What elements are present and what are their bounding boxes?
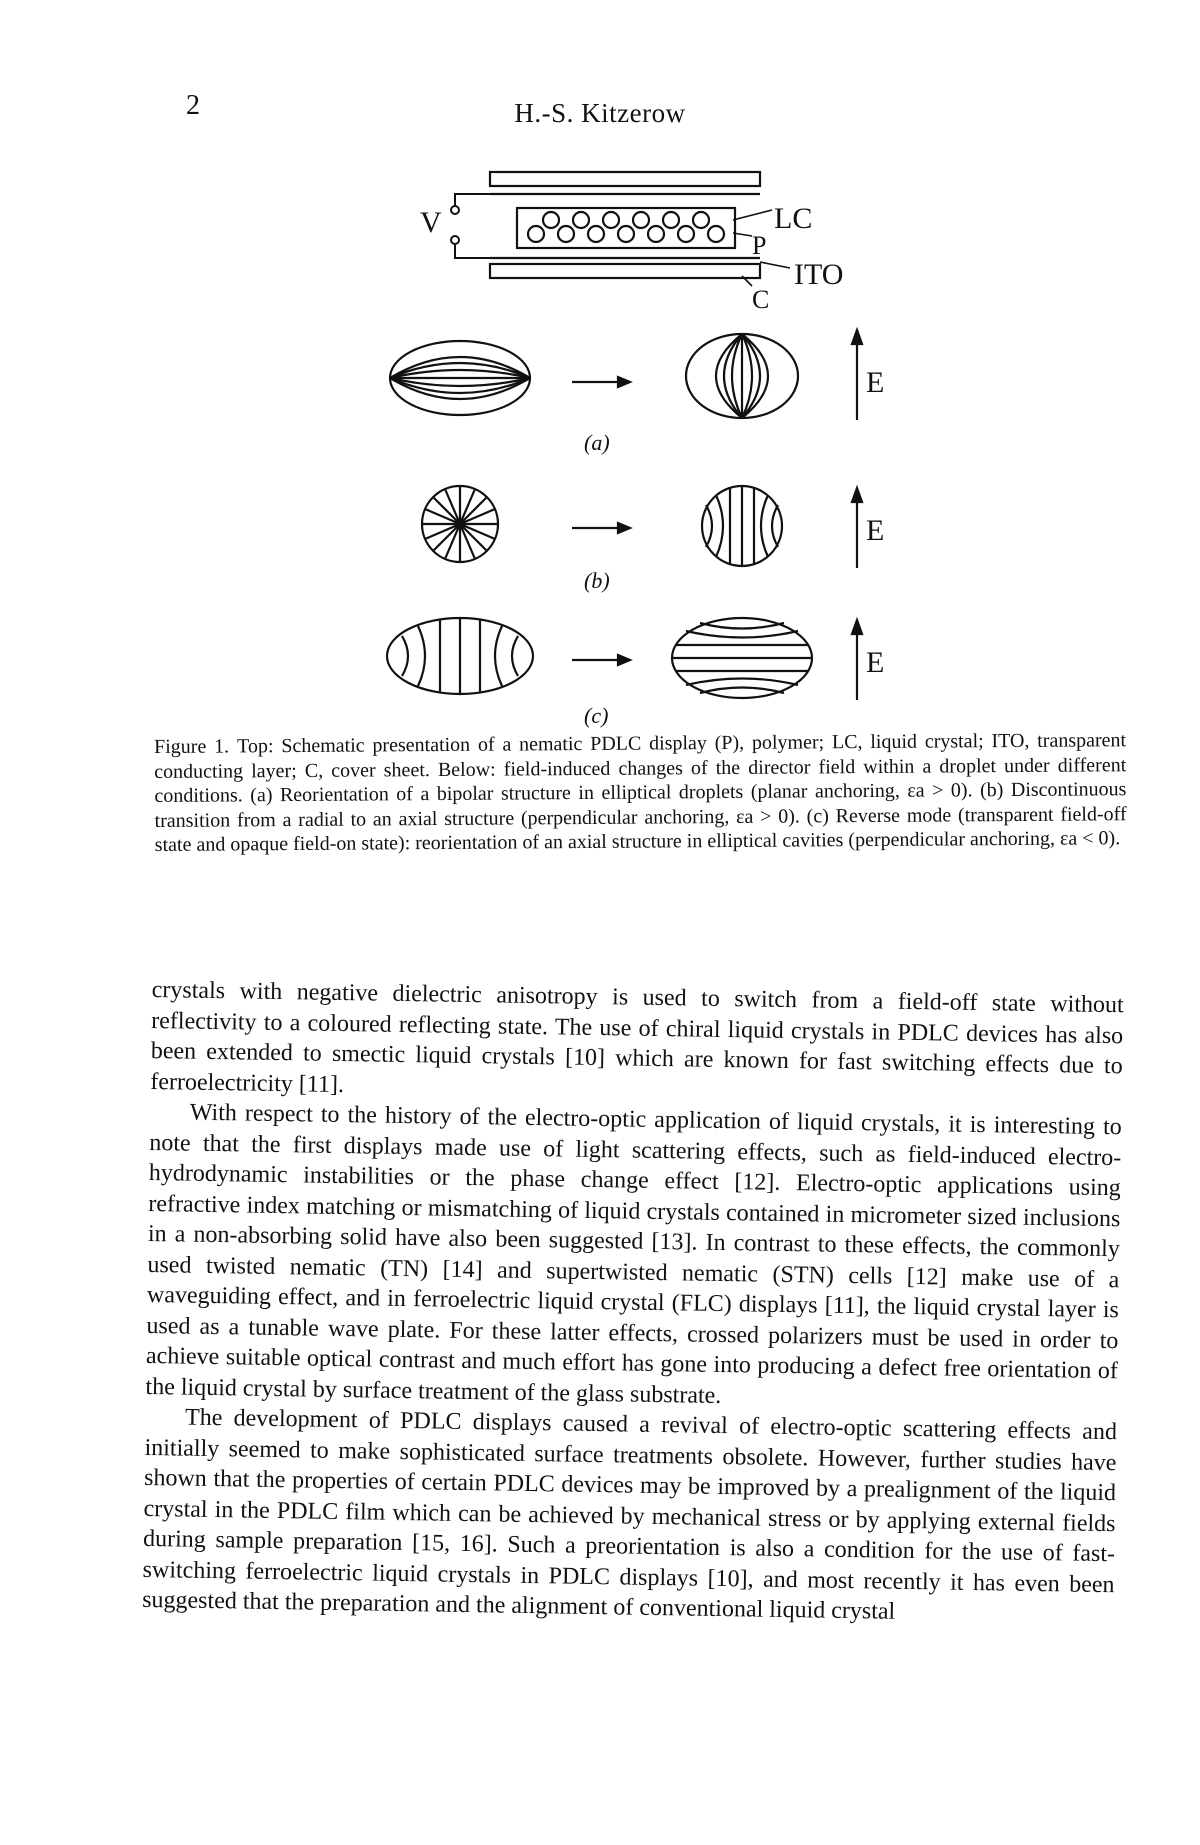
running-head: H.-S. Kitzerow [514, 98, 686, 128]
figure-1 [0, 150, 1200, 730]
body-paragraph-1: crystals with negative dielectric anisotropy is used to switch from a field-off state without reflectivity to a coloured reflecting state. The use of chiral liquid crystals in PDLC devices has also been extended to smectic liquid crystals [10] which are known for fast switching effects due to ferroelectricity [11]. [150, 976, 1124, 1098]
lc-droplets [528, 212, 724, 242]
polymer-label: P [752, 231, 767, 260]
figure-caption-label: Figure 1. [154, 735, 230, 758]
panel-c-field-arrow [852, 620, 862, 700]
panel-c-axial-before [387, 618, 533, 694]
bottom-cover-sheet [490, 264, 760, 278]
panel-b-axial-after [702, 486, 782, 566]
ito-label: ITO [794, 258, 844, 291]
pdlc-cell-schematic [451, 172, 790, 286]
panel-b-field-arrow [852, 488, 862, 568]
panel-a-arrow [572, 377, 630, 387]
field-label-a: E [866, 366, 885, 399]
field-label-c: E [866, 646, 885, 679]
body-text [142, 975, 1124, 1631]
page-number: 2 [186, 90, 200, 121]
panel-a-bipolar-before [390, 341, 530, 415]
lc-label: LC [774, 202, 813, 235]
panel-b-label: (b) [584, 568, 610, 593]
voltage-label: V [420, 206, 442, 239]
panel-a-field-arrow [852, 330, 862, 420]
body-paragraph-2: With respect to the history of the electro-optic application of liquid crystals, it is interesting to note that the first displays made use of light scattering effects, such as field-induced electro-hydrodynamic instabilities or the phase change effect [12]. Electro-optic applications using refractive index matching or mismatching of liquid crystals contained in micrometer sized inclusions in a non-absorbing solid have also been suggested [13]. In contrast to these effects, the commonly used twisted nematic (TN) [14] and supertwisted nematic (STN) cells [12] make use of a waveguiding effect, and in ferroelectric liquid crystal (FLC) displays [11], the liquid crystal layer is used as a tunable wave plate. For these latter effects, crossed polarizers must be used in order to achieve suitable optical contrast and much effort has gone into producing a defect free orientation of the liquid crystal by surface treatment of the glass substrate. [145, 1099, 1122, 1409]
figure-1-drawing [0, 150, 1200, 730]
panel-a-label: (a) [584, 430, 610, 455]
panel-c-axial-after [672, 618, 812, 698]
top-cover-sheet [490, 172, 760, 186]
panel-b-arrow [572, 523, 630, 533]
cover-sheet-label: C [752, 285, 770, 314]
panel-c-label: (c) [584, 703, 609, 728]
figure-caption-text: Top: Schematic presentation of a nematic PDLC display (P), polymer; LC, liquid crystal; ITO, transparent conducting layer; C, cover sheet. Below: field-induced changes of the director field within a droplet under different conditions. (a) Reorientation of a bipolar structure in elliptical droplets (planar anchoring, εa > 0). (b) Discontinuous transition from a radial to an axial structure (perpendicular anchoring, εa > 0). (c) Reverse mode (transparent field-off state and opaque field-on state): reorientation of an axial structure in elliptical cavities (perpendicular anchoring, εa < 0). [154, 729, 1127, 856]
panel-c-arrow [572, 655, 630, 665]
panel-b-radial-before [422, 486, 498, 562]
panel-a-bipolar-after [686, 334, 798, 418]
figure-caption [154, 728, 1127, 857]
field-label-b: E [866, 514, 885, 547]
body-paragraph-3: The development of PDLC displays caused a revival of electro-optic scattering effects and initially seemed to make sophisticated surface treatments obsolete. However, further studies have shown that the properties of certain PDLC devices may be improved by a prealignment of the liquid crystal in the PDLC film which can be achieved by mechanical stress or by applying external fields during sample preparation [15, 16]. Such a preorientation is also a condition for the use of fast-switching ferroelectric liquid crystals in PDLC displays [10], and most recently it has even been suggested that the preparation and the alignment of conventional liquid crystal [141, 1404, 1118, 1625]
